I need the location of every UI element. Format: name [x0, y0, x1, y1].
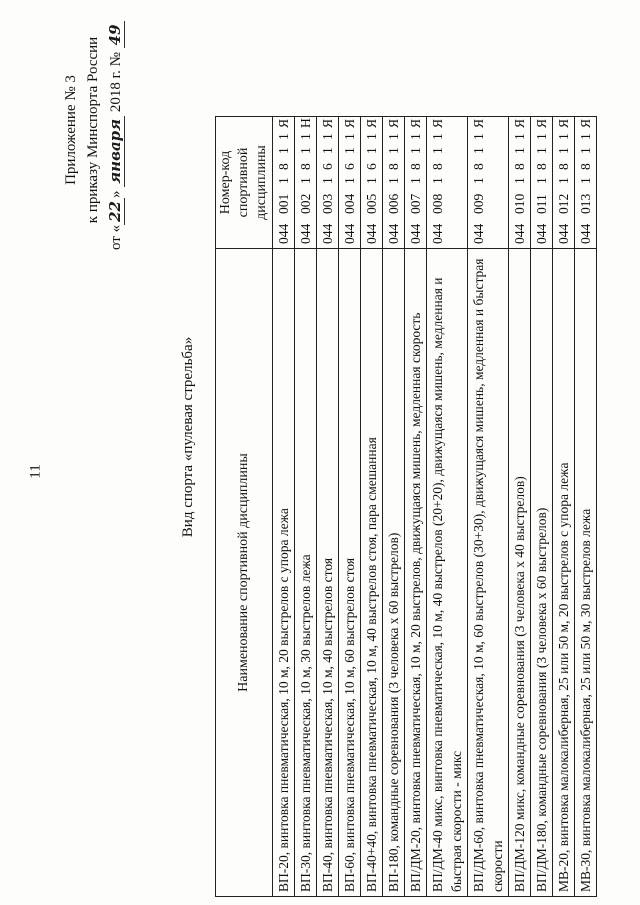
code-part: 1: [512, 133, 527, 140]
code-part: 8: [534, 163, 549, 170]
code-part: 1: [408, 177, 423, 184]
code-part: 044: [556, 223, 571, 244]
code-part: 1: [320, 177, 335, 184]
code-part: Я: [534, 118, 549, 128]
code-part: Я: [342, 118, 357, 128]
code-part: 006: [386, 193, 401, 214]
discipline-name: МВ-20, винтовка малокалиберная, 25 или 50 м, 20 выстрелов с упора лежа: [553, 249, 575, 897]
code-part: Я: [578, 118, 593, 128]
code-part: 1: [430, 147, 445, 154]
handwritten-month: января: [106, 116, 125, 187]
code-part: 1: [298, 133, 313, 140]
discipline-code: [405, 117, 427, 249]
disciplines-table: [215, 116, 597, 897]
code-part: 8: [512, 163, 527, 170]
code-part: 004: [342, 193, 357, 214]
code-part: 8: [430, 163, 445, 170]
code-part: 044: [320, 223, 335, 244]
discipline-code: [383, 117, 405, 249]
discipline-name: ВП-180, командные соревнования (3 человека х 60 выстрелов): [383, 249, 405, 897]
page-number: 11: [27, 464, 44, 479]
table-row: [405, 117, 427, 897]
code-part: 8: [578, 163, 593, 170]
table-row: [383, 117, 405, 897]
code-part: 1: [556, 147, 571, 154]
code-part: 1: [364, 147, 379, 154]
code-part: Я: [471, 118, 486, 128]
code-part: 013: [578, 193, 593, 214]
discipline-name: ВП-20, винтовка пневматическая, 10 м, 20 выстрелов с упора лежа: [273, 249, 295, 897]
code-part: 044: [534, 223, 549, 244]
code-part: 003: [320, 193, 335, 214]
discipline-code: [531, 117, 553, 249]
code-part: 1: [320, 147, 335, 154]
code-part: 012: [556, 193, 571, 214]
table-header-row: [216, 117, 273, 897]
code-part: 1: [556, 177, 571, 184]
code-part: 044: [578, 223, 593, 244]
discipline-code: [273, 117, 295, 249]
code-part: 001: [276, 193, 291, 214]
code-part: Я: [320, 118, 335, 128]
date-prefix: от «: [108, 224, 124, 250]
code-part: Я: [430, 118, 445, 128]
code-part: Н: [298, 118, 313, 128]
header-discipline-name: Наименование спортивной дисциплины: [216, 249, 273, 897]
code-part: Я: [276, 118, 291, 128]
code-part: 1: [386, 147, 401, 154]
table-row: [509, 117, 531, 897]
discipline-code: [317, 117, 339, 249]
discipline-code: [427, 117, 468, 249]
handwritten-day: 22: [106, 198, 125, 225]
code-part: 1: [534, 177, 549, 184]
code-part: 1: [364, 177, 379, 184]
code-part: 044: [512, 223, 527, 244]
code-part: 8: [276, 163, 291, 170]
sport-title: Вид спорта «пулевая стрельба»: [180, 336, 196, 538]
discipline-code: [553, 117, 575, 249]
appendix-header: [60, 10, 127, 250]
code-part: 1: [578, 133, 593, 140]
code-part: 1: [364, 133, 379, 140]
discipline-name: ВП/ДМ-120 микс, командные соревнования (3 человека х 40 выстрелов): [509, 249, 531, 897]
code-part: 1: [556, 133, 571, 140]
code-part: 1: [534, 133, 549, 140]
code-part: 1: [386, 133, 401, 140]
code-part: 6: [364, 163, 379, 170]
code-part: 1: [320, 133, 335, 140]
code-part: Я: [386, 118, 401, 128]
handwritten-order-number: 49: [106, 21, 125, 48]
code-part: 1: [471, 147, 486, 154]
code-part: 1: [578, 177, 593, 184]
code-part: 005: [364, 193, 379, 214]
code-part: Я: [512, 118, 527, 128]
code-part: 044: [386, 223, 401, 244]
discipline-code: [468, 117, 509, 249]
code-part: Я: [408, 118, 423, 128]
code-part: 8: [556, 163, 571, 170]
date-year: 2018 г. №: [108, 52, 124, 113]
code-part: 1: [276, 147, 291, 154]
table-row: [339, 117, 361, 897]
code-part: 1: [276, 133, 291, 140]
discipline-name: ВП-30, винтовка пневматическая, 10 м, 30 выстрелов лежа: [295, 249, 317, 897]
code-part: 1: [471, 177, 486, 184]
code-part: 1: [408, 147, 423, 154]
table-row: [295, 117, 317, 897]
code-part: Я: [556, 118, 571, 128]
table-row: [575, 117, 597, 897]
discipline-name: ВП-40+40, винтовка пневматическая, 10 м, 40 выстрелов стоя, пара смешанная: [361, 249, 383, 897]
code-part: 009: [471, 193, 486, 214]
table-row: [273, 117, 295, 897]
code-part: 1: [342, 147, 357, 154]
discipline-code: [339, 117, 361, 249]
code-part: 1: [408, 133, 423, 140]
code-part: 1: [386, 177, 401, 184]
code-part: 044: [408, 223, 423, 244]
discipline-code: [575, 117, 597, 249]
appendix-order-line: к приказу Минспорта России: [85, 36, 101, 224]
code-part: 002: [298, 193, 313, 214]
discipline-name: ВП/ДМ-20, винтовка пневматическая, 10 м, 20 выстрелов, движущаяся мишень, медленная скорость: [405, 249, 427, 897]
code-part: 1: [430, 177, 445, 184]
code-part: 010: [512, 193, 527, 214]
table-row: [531, 117, 553, 897]
date-mid: »: [108, 190, 124, 199]
code-part: 1: [534, 147, 549, 154]
code-part: 044: [430, 223, 445, 244]
discipline-name: МВ-30, винтовка малокалиберная, 25 или 50 м, 30 выстрелов лежа: [575, 249, 597, 897]
discipline-name: ВП/ДМ-60, винтовка пневматическая, 10 м, 60 выстрелов (30+30), движущаяся мишень, медленная и быстрая скорости: [468, 249, 509, 897]
header-discipline-code: Номер-код спортивной дисциплины: [216, 117, 273, 249]
code-part: 6: [342, 163, 357, 170]
code-part: Я: [364, 118, 379, 128]
discipline-name: ВП-40, винтовка пневматическая, 10 м, 40 выстрелов стоя: [317, 249, 339, 897]
code-part: 044: [471, 223, 486, 244]
code-part: 1: [471, 133, 486, 140]
code-part: 1: [298, 177, 313, 184]
code-part: 8: [408, 163, 423, 170]
code-part: 1: [430, 133, 445, 140]
discipline-code: [295, 117, 317, 249]
code-part: 8: [298, 163, 313, 170]
table-row: [553, 117, 575, 897]
table-row: [361, 117, 383, 897]
discipline-code: [509, 117, 531, 249]
code-part: 1: [298, 147, 313, 154]
code-part: 1: [512, 147, 527, 154]
code-part: 044: [342, 223, 357, 244]
code-part: 044: [276, 223, 291, 244]
discipline-name: ВП/ДМ-180, командные соревнования (3 человека х 60 выстрелов): [531, 249, 553, 897]
code-part: 1: [276, 177, 291, 184]
appendix-date-line: [104, 10, 127, 250]
code-part: 044: [364, 223, 379, 244]
table-row: [427, 117, 468, 897]
discipline-name: ВП-60, винтовка пневматическая, 10 м, 60 выстрелов стоя: [339, 249, 361, 897]
code-part: 044: [298, 223, 313, 244]
code-part: 011: [534, 194, 549, 214]
code-part: 6: [320, 163, 335, 170]
table-row: [468, 117, 509, 897]
discipline-name: ВП/ДМ-40 микс, винтовка пневматическая, 10 м, 40 выстрелов (20+20), движущаяся мишень, медленная и быстрая скорости - микс: [427, 249, 468, 897]
code-part: 007: [408, 193, 423, 214]
code-part: 8: [386, 163, 401, 170]
code-part: 1: [342, 133, 357, 140]
code-part: 1: [512, 177, 527, 184]
code-part: 008: [430, 193, 445, 214]
table-row: [317, 117, 339, 897]
code-part: 1: [342, 177, 357, 184]
code-part: 1: [578, 147, 593, 154]
appendix-title: Приложение № 3: [63, 75, 79, 185]
discipline-code: [361, 117, 383, 249]
code-part: 8: [471, 163, 486, 170]
